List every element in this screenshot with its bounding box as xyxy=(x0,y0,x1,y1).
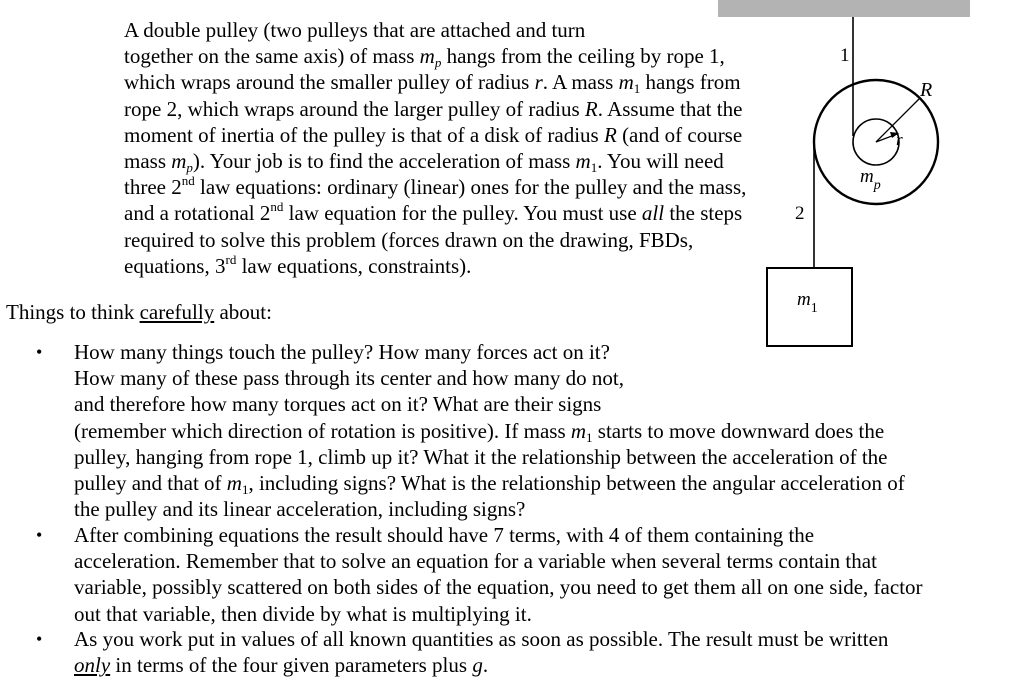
intro-line-6: mass $m_p$). Your job is to find the acceleration of mass $m_1$. You will need xyxy=(124,149,724,176)
intro-line-7: three 2nd law equations: ordinary (linear) ones for the pulley and the mass, xyxy=(124,173,747,200)
rope-2-label: 2 xyxy=(795,203,805,224)
intro-line-5: moment of inertia of the pulley is that of a disk of radius R (and of course xyxy=(124,122,743,147)
intro-line-8: and a rotational 2nd law equation for the pulley. You must use all the steps xyxy=(124,199,743,226)
intro-line-4: rope 2, which wraps around the larger pulley of radius R. Assume that the xyxy=(124,96,743,121)
intro-line-1: A double pulley (two pulleys that are attached and turn xyxy=(124,18,586,42)
intro-line-9: required to solve this problem (forces drawn on the drawing, FBDs, xyxy=(124,227,694,252)
bullet-dot: • xyxy=(36,629,43,649)
hint-item-combining-equations: • After combining equations the result should have 7 terms, with 4 of them containing the acceleration. Remember that to solve an equation for a variable when several terms contain that variable, possibly scattered on both sides of the equation, you need to get them all on one side, factor out that variable, then divide by what is multiplying it. xyxy=(36,523,923,626)
hint-item-pulley-forces: • How many things touch the pulley? How many forces act on it? How many of these pass through its center and how many do not, and therefore how many torques act on it? What are their signs (remember which direction of rotation is positive). If mass $m_1$ starts to move downward does the pulley, hanging from rope 1, climb up it? What it the relationship between the acceleration of the pulley and that of $m_1$, including signs? What is the relationship between the angular acceleration of the pulley and its linear acceleration, including signs? xyxy=(36,340,905,522)
bullet-dot: • xyxy=(36,342,43,362)
radius-R-label: R xyxy=(920,79,933,101)
rope-1-label: 1 xyxy=(840,45,850,66)
ceiling xyxy=(718,0,970,17)
think-heading: Things to think carefully about: xyxy=(6,300,272,324)
intro-line-10: equations, 3rd law equations, constraints). xyxy=(124,251,472,278)
hint-item-known-quantities: • As you work put in values of all known quantities as soon as possible. The result must be written only in terms of the four given parameters plus g. xyxy=(36,627,889,678)
intro-line-3: which wraps around the smaller pulley of radius r. A mass $m_1$ hangs from xyxy=(124,70,741,97)
intro-line-2: together on the same axis) of mass $m_p$ hangs from the ceiling by rope 1, xyxy=(124,44,725,71)
radius-r-label: r xyxy=(896,130,903,149)
mass-1-label: $m_1$ xyxy=(797,289,818,316)
pulley-mass-label: $m_p$ xyxy=(860,166,881,193)
bullet-dot: • xyxy=(36,525,43,545)
